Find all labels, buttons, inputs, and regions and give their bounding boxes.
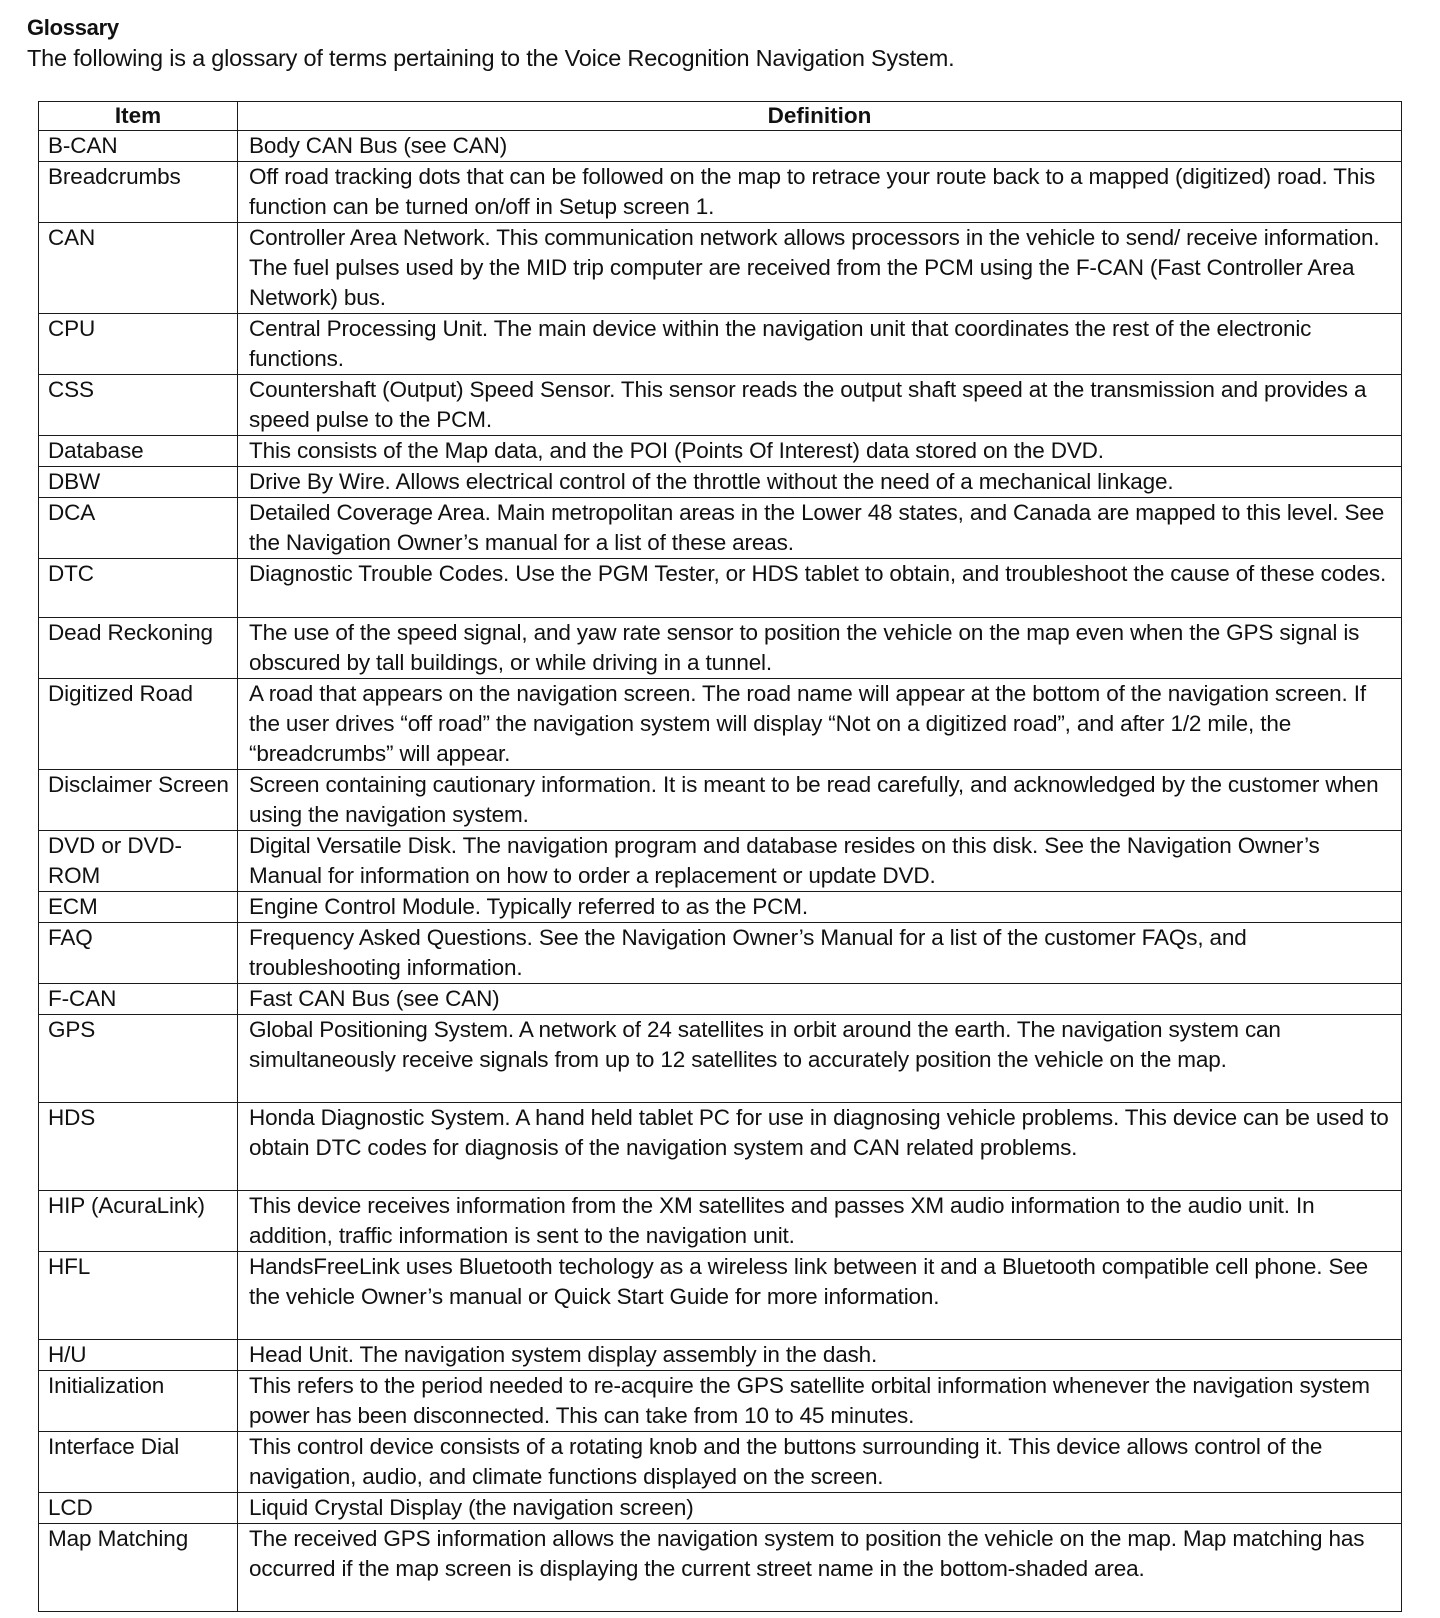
table-body bbox=[39, 131, 1402, 1612]
glossary-item-term: LCD bbox=[39, 1493, 238, 1524]
glossary-item-definition: A road that appears on the navigation screen. The road name will appear at the bottom of the navigation screen. If the user drives “off road” the navigation system will display “Not on a digitized road”, and after 1/2 mile, the “breadcrumbs” will appear. bbox=[238, 679, 1402, 770]
glossary-item-term: Breadcrumbs bbox=[39, 162, 238, 223]
glossary-item-definition: Liquid Crystal Display (the navigation screen) bbox=[238, 1493, 1402, 1524]
glossary-item-term: Dead Reckoning bbox=[39, 618, 238, 679]
glossary-item-definition: Countershaft (Output) Speed Sensor. This sensor reads the output shaft speed at the transmission and provides a speed pulse to the PCM. bbox=[238, 375, 1402, 436]
glossary-item-definition: Central Processing Unit. The main device within the navigation unit that coordinates the rest of the electronic functions. bbox=[238, 314, 1402, 375]
glossary-item-term: FAQ bbox=[39, 923, 238, 984]
table-row bbox=[39, 618, 1402, 679]
glossary-item-term: ECM bbox=[39, 892, 238, 923]
glossary-item-definition: Detailed Coverage Area. Main metropolitan areas in the Lower 48 states, and Canada are mapped to this level. See the Navigation Owner’s manual for a list of these areas. bbox=[238, 498, 1402, 559]
table-row bbox=[39, 1493, 1402, 1524]
table-row bbox=[39, 467, 1402, 498]
glossary-item-definition: The use of the speed signal, and yaw rate sensor to position the vehicle on the map even when the GPS signal is obscured by tall buildings, or while driving in a tunnel. bbox=[238, 618, 1402, 679]
table-row bbox=[39, 923, 1402, 984]
glossary-item-definition: Frequency Asked Questions. See the Navigation Owner’s Manual for a list of the customer FAQs, and troubleshooting information. bbox=[238, 923, 1402, 984]
glossary-item-term: CSS bbox=[39, 375, 238, 436]
glossary-item-term: DCA bbox=[39, 498, 238, 559]
glossary-item-term: CAN bbox=[39, 223, 238, 314]
glossary-item-term: HFL bbox=[39, 1252, 238, 1340]
glossary-item-term: Map Matching bbox=[39, 1524, 238, 1612]
table-row bbox=[39, 1191, 1402, 1252]
intro-text: The following is a glossary of terms pertaining to the Voice Recognition Navigation System. bbox=[27, 45, 955, 71]
glossary-item-term: CPU bbox=[39, 314, 238, 375]
table-row bbox=[39, 679, 1402, 770]
glossary-item-term: GPS bbox=[39, 1015, 238, 1103]
glossary-item-definition: Screen containing cautionary information. It is meant to be read carefully, and acknowledged by the customer when using the navigation system. bbox=[238, 770, 1402, 831]
glossary-item-term: F-CAN bbox=[39, 984, 238, 1015]
table-row bbox=[39, 770, 1402, 831]
page-title: Glossary bbox=[27, 15, 119, 40]
glossary-item-term: DTC bbox=[39, 559, 238, 618]
glossary-item-term: H/U bbox=[39, 1340, 238, 1371]
glossary-item-definition: Diagnostic Trouble Codes. Use the PGM Tester, or HDS tablet to obtain, and troubleshoot the cause of these codes. bbox=[238, 559, 1402, 618]
glossary-table bbox=[38, 101, 1402, 1612]
table-row bbox=[39, 314, 1402, 375]
glossary-item-term: Interface Dial bbox=[39, 1432, 238, 1493]
glossary-item-definition: Honda Diagnostic System. A hand held tablet PC for use in diagnosing vehicle problems. This device can be used to obtain DTC codes for diagnosis of the navigation system and CAN related problems. bbox=[238, 1103, 1402, 1191]
glossary-item-term: Digitized Road bbox=[39, 679, 238, 770]
glossary-item-definition: This refers to the period needed to re-acquire the GPS satellite orbital information whenever the navigation system power has been disconnected. This can take from 10 to 45 minutes. bbox=[238, 1371, 1402, 1432]
column-header-item: Item bbox=[39, 102, 238, 131]
table-row bbox=[39, 559, 1402, 618]
glossary-item-term: Disclaimer Screen bbox=[39, 770, 238, 831]
glossary-item-definition: Head Unit. The navigation system display assembly in the dash. bbox=[238, 1340, 1402, 1371]
glossary-item-definition: Fast CAN Bus (see CAN) bbox=[238, 984, 1402, 1015]
glossary-item-term: HDS bbox=[39, 1103, 238, 1191]
glossary-item-definition: Controller Area Network. This communication network allows processors in the vehicle to send/ receive information. The fuel pulses used by the MID trip computer are received from the PCM using the F-CAN (Fast Controller Area Network) bus. bbox=[238, 223, 1402, 314]
glossary-item-term: DBW bbox=[39, 467, 238, 498]
table-row bbox=[39, 436, 1402, 467]
glossary-item-definition: This control device consists of a rotating knob and the buttons surrounding it. This device allows control of the navigation, audio, and climate functions displayed on the screen. bbox=[238, 1432, 1402, 1493]
glossary-item-definition: This consists of the Map data, and the POI (Points Of Interest) data stored on the DVD. bbox=[238, 436, 1402, 467]
table-row bbox=[39, 1252, 1402, 1340]
table-row bbox=[39, 831, 1402, 892]
glossary-item-definition: The received GPS information allows the navigation system to position the vehicle on the map. Map matching has occurred if the map screen is displaying the current street name in the bottom-shaded area. bbox=[238, 1524, 1402, 1612]
glossary-item-definition: Digital Versatile Disk. The navigation program and database resides on this disk. See the Navigation Owner’s Manual for information on how to order a replacement or update DVD. bbox=[238, 831, 1402, 892]
table-row bbox=[39, 1524, 1402, 1612]
table-row bbox=[39, 223, 1402, 314]
table-row bbox=[39, 375, 1402, 436]
glossary-item-definition: Global Positioning System. A network of 24 satellites in orbit around the earth. The navigation system can simultaneously receive signals from up to 12 satellites to accurately position the vehicle on the map. bbox=[238, 1015, 1402, 1103]
glossary-item-definition: Drive By Wire. Allows electrical control of the throttle without the need of a mechanical linkage. bbox=[238, 467, 1402, 498]
glossary-item-term: Database bbox=[39, 436, 238, 467]
table-row bbox=[39, 1371, 1402, 1432]
table-header-row bbox=[39, 102, 1402, 131]
table-row bbox=[39, 1015, 1402, 1103]
glossary-item-definition: Engine Control Module. Typically referred to as the PCM. bbox=[238, 892, 1402, 923]
table-row bbox=[39, 1340, 1402, 1371]
table-row bbox=[39, 162, 1402, 223]
column-header-definition: Definition bbox=[238, 102, 1402, 131]
table-row bbox=[39, 892, 1402, 923]
glossary-item-definition: Body CAN Bus (see CAN) bbox=[238, 131, 1402, 162]
table-row bbox=[39, 1103, 1402, 1191]
glossary-item-term: HIP (AcuraLink) bbox=[39, 1191, 238, 1252]
table-row bbox=[39, 131, 1402, 162]
glossary-item-definition: This device receives information from the XM satellites and passes XM audio information to the audio unit. In addition, traffic information is sent to the navigation unit. bbox=[238, 1191, 1402, 1252]
glossary-item-term: Initialization bbox=[39, 1371, 238, 1432]
table-row bbox=[39, 498, 1402, 559]
glossary-item-term: DVD or DVD-ROM bbox=[39, 831, 238, 892]
glossary-item-definition: HandsFreeLink uses Bluetooth techology as a wireless link between it and a Bluetooth compatible cell phone. See the vehicle Owner’s manual or Quick Start Guide for more information. bbox=[238, 1252, 1402, 1340]
table-row bbox=[39, 984, 1402, 1015]
glossary-item-definition: Off road tracking dots that can be followed on the map to retrace your route back to a mapped (digitized) road. This function can be turned on/off in Setup screen 1. bbox=[238, 162, 1402, 223]
table-row bbox=[39, 1432, 1402, 1493]
glossary-item-term: B-CAN bbox=[39, 131, 238, 162]
